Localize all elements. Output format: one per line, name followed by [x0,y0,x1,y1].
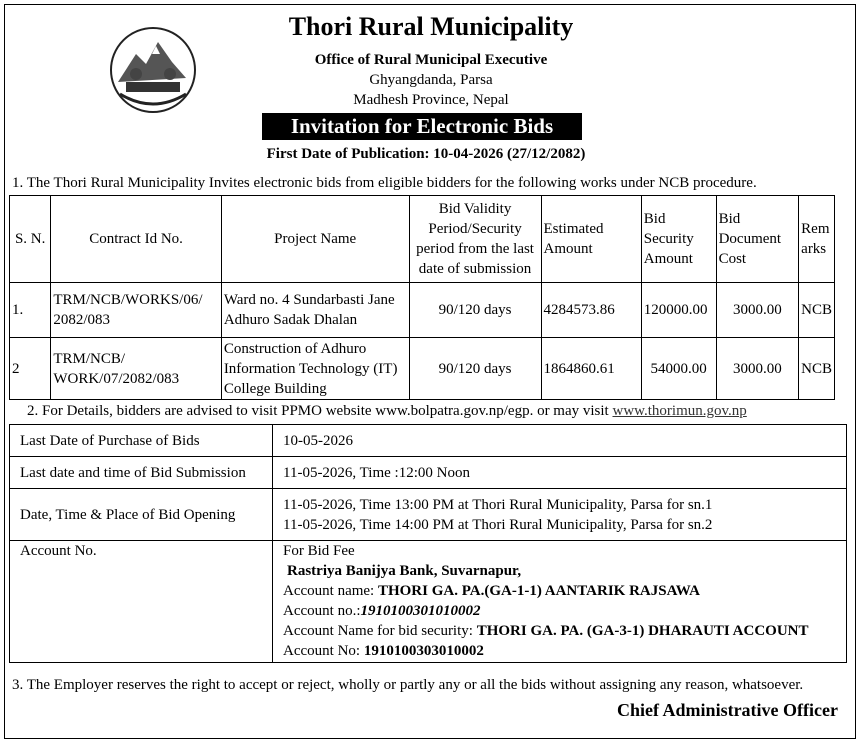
col-remarks: Rem arks [799,196,835,283]
account-name-line [283,581,836,601]
account-name-value: THORI GA. PA.(GA-1-1) AANTARIK RAJSAWA [377,583,700,599]
col-project: Project Name [221,196,409,283]
cell-project: Construction of Adhuro Information Technology (IT) College Building [221,338,409,400]
cell-estimated: 4284573.86 [541,283,641,338]
submission-label: Last date and time of Bid Submission [10,457,273,489]
schedule-row [10,541,847,663]
municipality-title: Thori Rural Municipality [288,12,574,41]
cell-sn: 2 [10,338,51,400]
cell-security: 54000.00 [641,338,716,400]
account-name-label: Account name: [283,583,378,599]
bid-table [9,195,835,400]
security-account-value: THORI GA. PA. (GA-3-1) DHARAUTI ACCOUNT [476,623,809,639]
security-no-label: Account No: [283,643,364,659]
cell-doc-cost: 3000.00 [716,338,799,400]
security-no-line [283,641,836,661]
address-line-2: Madhesh Province, Nepal [353,92,509,108]
address-line-1: Ghyangdanda, Parsa [369,72,493,88]
cell-security: 120000.00 [641,283,716,338]
table-header-row [10,196,835,283]
bid-fee-label: For Bid Fee [283,543,355,559]
schedule-row [10,457,847,489]
cell-sn: 1. [10,283,51,338]
cell-validity: 90/120 days [409,338,541,400]
signature: Chief Administrative Officer [617,700,838,720]
security-account-line [283,621,836,641]
account-details [273,541,847,663]
cell-contract: TRM/NCB/ WORK/07/2082/083 [51,338,221,400]
schedule-table [9,424,847,663]
purchase-value: 10-05-2026 [273,425,847,457]
publication-date: First Date of Publication: 10-04-2026 (27/12/2082) [266,146,586,162]
paragraph-3: 3. The Employer reserves the right to accept or reject, wholly or partly any or all the bids without assigning any reason, whatsoever. [12,677,804,693]
cell-remarks: NCB [799,338,835,400]
account-no-label: Account no.: [283,603,361,619]
schedule-row [10,489,847,541]
col-estimated: Estimated Amount [541,196,641,283]
notice-banner: Invitation for Electronic Bids [262,113,582,140]
account-no-line [283,601,836,621]
website-link[interactable]: www.thorimun.gov.np [612,403,747,419]
account-no-value: 1910100301010002 [360,603,481,619]
opening-value-2: 11-05-2026, Time 14:00 PM at Thori Rural Municipality, Parsa for sn.2 [283,516,713,533]
paragraph-2-text: 2. For Details, bidders are advised to visit PPMO website www.bolpatra.gov.np/egp. or may visit [27,403,609,419]
opening-value-1: 11-05-2026, Time 13:00 PM at Thori Rural Municipality, Parsa for sn.1 [283,496,713,513]
security-account-label: Account Name for bid security: [283,623,477,639]
cell-remarks: NCB [799,283,835,338]
cell-validity: 90/120 days [409,283,541,338]
opening-label: Date, Time & Place of Bid Opening [10,489,273,541]
paragraph-2 [27,403,747,420]
opening-value [273,489,847,541]
col-sn: S. N. [10,196,51,283]
security-no-value: 1910100303010002 [363,643,484,659]
col-contract: Contract Id No. [51,196,221,283]
schedule-row [10,425,847,457]
cell-estimated: 1864860.61 [541,338,641,400]
col-security: Bid Security Amount [641,196,716,283]
account-label: Account No. [10,541,273,663]
table-row [10,338,835,400]
cell-doc-cost: 3000.00 [716,283,799,338]
paragraph-1: 1. The Thori Rural Municipality Invites electronic bids from eligible bidders for the following works under NCB procedure. [12,175,757,191]
col-doc-cost: Bid Document Cost [716,196,799,283]
cell-contract: TRM/NCB/WORKS/06/ 2082/083 [51,283,221,338]
submission-value: 11-05-2026, Time :12:00 Noon [273,457,847,489]
bank-name: Rastriya Banijya Bank, Suvarnapur, [287,563,522,579]
col-validity: Bid Validity Period/Security period from the last date of submission [409,196,541,283]
purchase-label: Last Date of Purchase of Bids [10,425,273,457]
office-name: Office of Rural Municipal Executive [314,52,548,68]
table-row [10,283,835,338]
cell-project: Ward no. 4 Sundarbasti Jane Adhuro Sadak Dhalan [221,283,409,338]
